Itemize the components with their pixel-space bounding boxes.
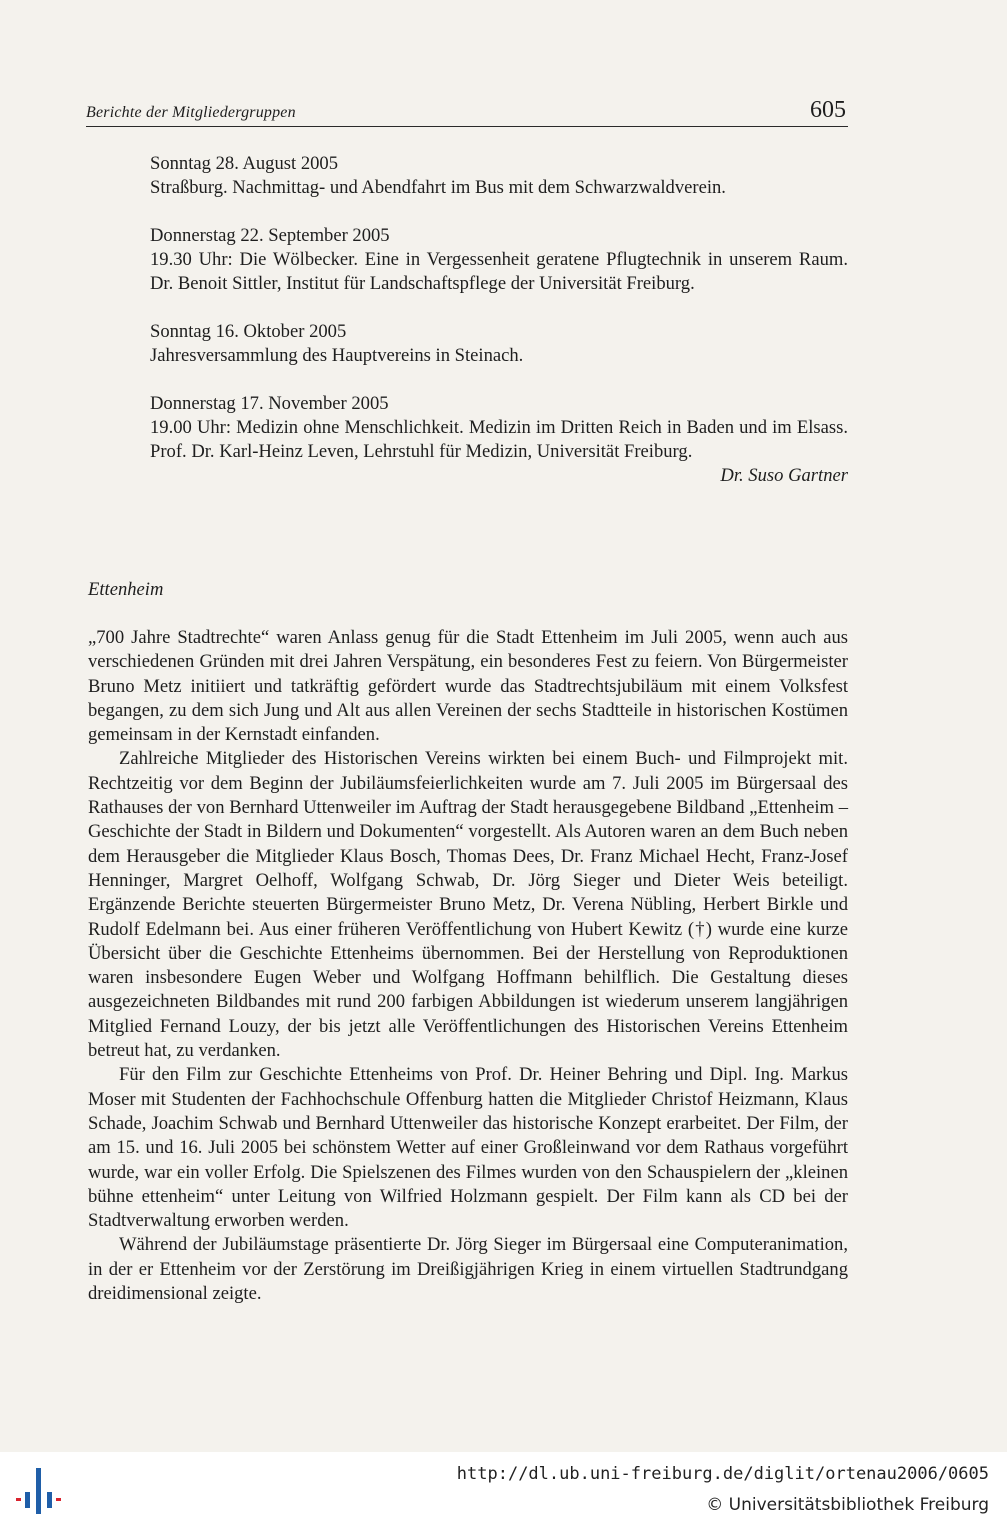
section-title: Ettenheim — [88, 579, 164, 600]
body-paragraph: „700 Jahre Stadtrechte“ waren Anlass genug für die Stadt Ettenheim im Juli 2005, wenn auch aus verschiedenen Gründen mit drei Jahren Verspätung, ein besonderes Fest zu feiern. Von Bürgermeister Bruno Metz initiiert und tatkräftig gefördert wurde das Stadtrechtsjubiläum mit einem Volksfest begangen, zu dem sich Jung und Alt aus allen Vereinen der sechs Stadtteile in historischen Kostümen gemeinsam in der Kernstadt einfanden. — [88, 627, 848, 746]
event-date: Donnerstag 17. November 2005 — [150, 393, 389, 414]
event-entry — [150, 152, 848, 200]
library-footer — [0, 1452, 1007, 1525]
event-description: Straßburg. Nachmittag- und Abendfahrt im Bus mit dem Schwarzwaldverein. — [150, 177, 726, 198]
event-description: 19.30 Uhr: Die Wölbecker. Eine in Vergessenheit geratene Pflugtechnik in unserem Raum. Dr. Benoit Sittler, Institut für Landschaftspflege der Universität Freiburg. — [150, 249, 848, 294]
event-entry — [150, 392, 848, 488]
ub-freiburg-logo-icon — [14, 1462, 66, 1518]
event-entry — [150, 224, 848, 296]
running-head — [86, 96, 848, 127]
footer-url-link[interactable]: http://dl.ub.uni-freiburg.de/diglit/ortenau2006/0605 — [456, 1464, 989, 1484]
event-date: Donnerstag 22. September 2005 — [150, 225, 390, 246]
page-number: 605 — [810, 97, 846, 123]
event-description: Jahresversammlung des Hauptvereins in Steinach. — [150, 345, 524, 366]
body-paragraph: Während der Jubiläumstage präsentierte Dr. Jörg Sieger im Bürgersaal eine Computeranimation, in der er Ettenheim vor der Zerstörung im Dreißigjährigen Krieg in einem virtuellen Stadtrundgang dreidimensional zeigte. — [88, 1234, 848, 1305]
body-paragraph: Für den Film zur Geschichte Ettenheims von Prof. Dr. Heiner Behring und Dipl. Ing. Markus Moser mit Studenten der Fachhochschule Offenburg hatten die Mitglieder Christof Heizmann, Klaus Schade, Joachim Schwab und Bernhard Uttenweiler das historische Konzept erarbeitet. Der Film, der am 15. und 16. Juli 2005 bei schönstem Wetter auf einer Großleinwand vor dem Rathaus vorgeführt wurde, war ein voller Erfolg. Die Spielszenen des Filmes wurden von den Schauspielern der „kleinen bühne ettenheim“ unter Leitung von Wilfried Holzmann gespielt. Der Film kann als CD bei der Stadtverwaltung erworben werden. — [88, 1064, 848, 1232]
footer-copyright: © Universitätsbibliothek Freiburg — [706, 1495, 989, 1515]
event-date: Sonntag 16. Oktober 2005 — [150, 321, 347, 342]
body-paragraph: Zahlreiche Mitglieder des Historischen Vereins wirkten bei einem Buch- und Filmprojekt mit. Rechtzeitig vor dem Beginn der Jubiläumsfeierlichkeiten wurde am 7. Juli 2005 im Bürgersaal des Rathauses der von Bernhard Uttenweiler im Auftrag der Stadt herausgegebene Bildband „Ettenheim – Geschichte der Stadt in Bildern und Dokumenten“ vorgestellt. Als Autoren waren an dem Buch neben dem Herausgeber die Mitglieder Klaus Bosch, Thomas Dees, Dr. Franz Michael Hecht, Franz-Josef Henninger, Margret Oelhoff, Wolfgang Schwab, Dr. Jörg Sieger und Dieter Weis beteiligt. Ergänzende Berichte steuerten Bürgermeister Bruno Metz, Dr. Verena Nübling, Herbert Birkle und Rudolf Edelmann bei. Aus einer früheren Veröffentlichung von Hubert Kewitz (†) wurde eine kurze Übersicht über die Geschichte Ettenheims übernommen. Bei der Herstellung von Reproduktionen waren insbesondere Eugen Weber und Wolfgang Hoffmann behilflich. Die Gestaltung dieses ausgezeichneten Bildbandes mit rund 200 farbigen Abbildungen ist wiederum unserem langjährigen Mitglied Fernand Louzy, der bis jetzt alle Veröffentlichungen des Historischen Vereins Ettenheim betreut hat, zu verdanken. — [88, 748, 848, 1062]
event-description: 19.00 Uhr: Medizin ohne Menschlichkeit. Medizin im Dritten Reich in Baden und im Elsass. Prof. Dr. Karl-Heinz Leven, Lehrstuhl für Medizin, Universität Freiburg. — [150, 417, 848, 462]
author-signature: Dr. Suso Gartner — [720, 465, 848, 486]
event-date: Sonntag 28. August 2005 — [150, 153, 339, 174]
running-title: Berichte der Mitgliedergruppen — [86, 104, 296, 121]
event-list — [150, 152, 848, 488]
event-entry — [150, 320, 848, 368]
section-ettenheim — [88, 578, 848, 1306]
